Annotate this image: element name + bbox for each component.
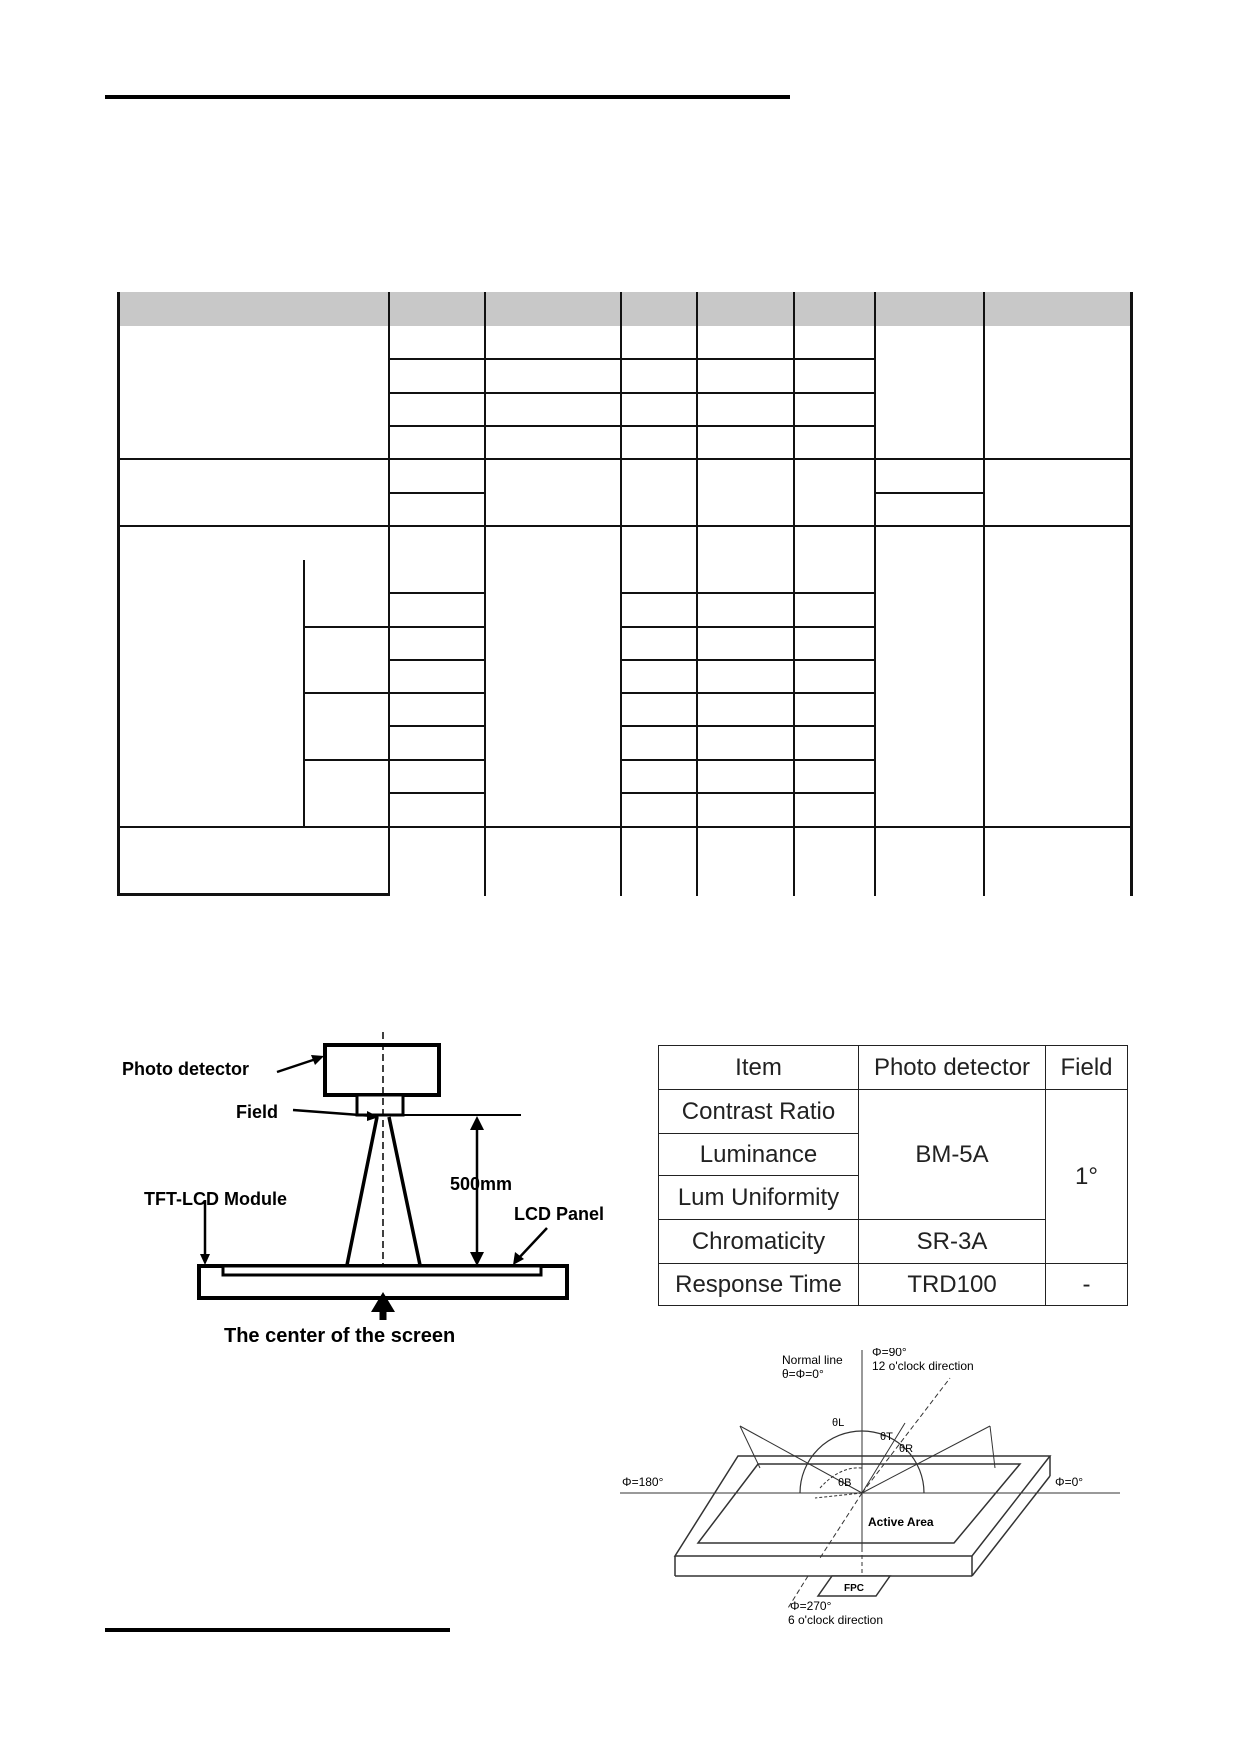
grid-line	[303, 626, 486, 628]
screen-center-label: The center of the screen	[224, 1325, 456, 1347]
field-cone-right	[389, 1117, 420, 1265]
normal-line-eq: θ=Φ=0°	[782, 1367, 824, 1381]
grid-line	[117, 893, 390, 896]
six-oclock-label: 6 o'clock direction	[788, 1613, 884, 1627]
grid-line	[620, 592, 876, 594]
item-lum-uniformity: Lum Uniformity	[659, 1176, 859, 1220]
table-row	[659, 1264, 1128, 1306]
photo-detector-pointer	[277, 1058, 319, 1072]
grid-line	[388, 492, 486, 494]
field-cone-left	[347, 1117, 377, 1265]
photo-detector-label: Photo detector	[122, 1059, 250, 1079]
table-row	[659, 1046, 1128, 1090]
grid-line	[117, 458, 1133, 460]
top-rule	[105, 95, 790, 99]
grid-line	[983, 292, 985, 896]
theta-r-label: θR	[899, 1443, 914, 1455]
grid-line	[874, 492, 985, 494]
grid-line	[696, 292, 698, 896]
photo-detector-box	[325, 1045, 439, 1095]
view-ray-back	[815, 1493, 862, 1498]
grid-line	[874, 292, 876, 896]
phi-180-label: Φ=180°	[622, 1475, 664, 1489]
theta-b-label: θB	[838, 1477, 852, 1489]
header-photo-detector: Photo detector	[859, 1046, 1046, 1090]
grid-line	[388, 292, 390, 896]
grid-line	[117, 292, 120, 896]
grid-line	[303, 759, 486, 761]
active-area	[698, 1464, 1020, 1543]
viewing-angle-diagram	[620, 1348, 1120, 1628]
grid-line	[620, 759, 876, 761]
detector-bm5a: BM-5A	[859, 1090, 1046, 1220]
twelve-oclock-line	[862, 1378, 950, 1493]
grid-line	[1130, 292, 1133, 896]
item-response-time: Response Time	[659, 1264, 859, 1306]
phi-270-label: Φ=270°	[790, 1599, 832, 1613]
field-label: Field	[236, 1102, 279, 1122]
grid-line	[388, 659, 486, 661]
grid-line	[388, 792, 486, 794]
grid-line	[620, 659, 876, 661]
item-luminance: Luminance	[659, 1134, 859, 1176]
grid-line	[620, 626, 876, 628]
grid-line	[388, 592, 486, 594]
slab-edge	[972, 1476, 1050, 1576]
detector-lens	[357, 1095, 403, 1115]
grid-line	[388, 725, 486, 727]
grid-line	[388, 358, 876, 360]
distance-arrow-head-top	[470, 1116, 484, 1130]
table-row	[659, 1090, 1128, 1134]
detector-trd100: TRD100	[859, 1264, 1046, 1306]
measurement-setup-diagram	[115, 1030, 635, 1350]
grid-line	[388, 425, 876, 427]
grid-line	[388, 392, 876, 394]
distance-arrow-head-bottom	[470, 1252, 484, 1266]
grid-line	[620, 292, 622, 896]
view-frame-right	[990, 1426, 995, 1468]
normal-line-label: Normal line	[782, 1353, 843, 1367]
lcd-panel	[223, 1266, 541, 1275]
header-item: Item	[659, 1046, 859, 1090]
phi-90-label: Φ=90°	[872, 1348, 907, 1359]
header-field: Field	[1046, 1046, 1128, 1090]
field-response-dash: -	[1046, 1264, 1128, 1306]
grid-line	[303, 692, 486, 694]
optical-spec-table	[117, 292, 1133, 896]
grid-line	[620, 725, 876, 727]
twelve-oclock-label: 12 o'clock direction	[872, 1359, 974, 1373]
panel-label: LCD Panel	[514, 1204, 605, 1224]
measurement-instrument-table	[658, 1045, 1128, 1306]
grid-line	[620, 692, 876, 694]
phi-0-label: Φ=0°	[1055, 1475, 1084, 1489]
theta-l-label: θL	[832, 1417, 845, 1429]
theta-t-label: θT	[880, 1431, 893, 1443]
spec-table-header	[117, 292, 1133, 326]
distance-label: 500mm	[450, 1174, 513, 1194]
item-contrast-ratio: Contrast Ratio	[659, 1090, 859, 1134]
view-frame-left	[740, 1426, 760, 1468]
active-area-label: Active Area	[868, 1515, 934, 1529]
detector-sr3a: SR-3A	[859, 1220, 1046, 1264]
six-oclock-line	[820, 1493, 862, 1558]
module-pointer-head	[200, 1254, 210, 1265]
field-1-degree: 1°	[1046, 1090, 1128, 1264]
grid-line	[793, 292, 795, 896]
grid-line	[117, 525, 1133, 527]
module-label: TFT-LCD Module	[144, 1189, 287, 1209]
item-chromaticity: Chromaticity	[659, 1220, 859, 1264]
fpc-label: FPC	[844, 1583, 864, 1594]
bottom-rule	[105, 1628, 450, 1632]
grid-line	[484, 292, 486, 896]
grid-line	[117, 826, 1133, 828]
panel-pointer	[517, 1228, 547, 1260]
grid-line	[620, 792, 876, 794]
